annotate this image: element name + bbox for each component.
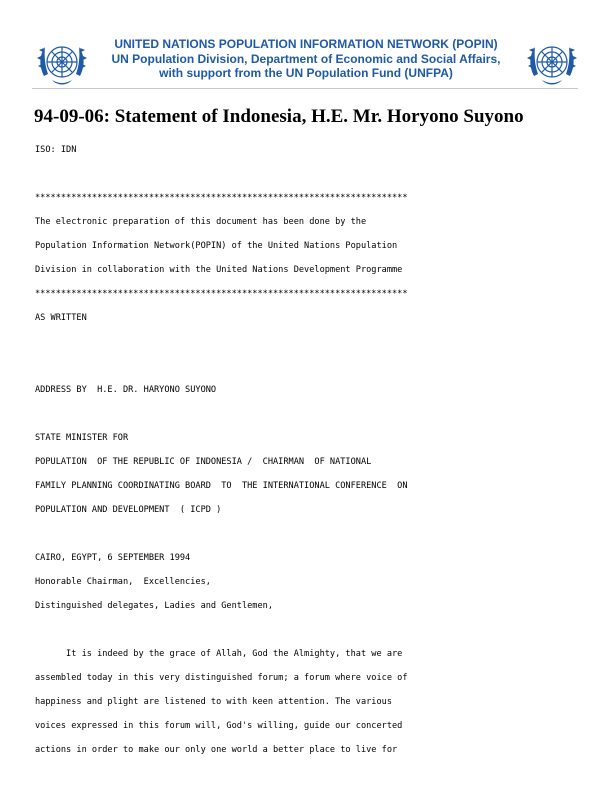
header-line-3: with support from the UN Population Fund (UNFPA) (159, 66, 453, 80)
body-line: It is indeed by the grace of Allah, God the Almighty, that we are (35, 649, 403, 659)
body-line: ************************************************************************ (35, 193, 408, 203)
body-line: POPULATION AND DEVELOPMENT ( ICPD ) (35, 505, 222, 515)
page-header (0, 0, 612, 92)
body-line: voices expressed in this forum will, God's willing, guide our concerted (35, 721, 403, 731)
body-line: Honorable Chairman, Excellencies, (35, 577, 211, 587)
header-line-1: UNITED NATIONS POPULATION INFORMATION NETWORK (POPIN) (114, 37, 498, 51)
body-line: ************************************************************************ (35, 289, 408, 299)
body-line: happiness and plight are listened to with keen attention. The various (35, 697, 392, 707)
body-line: STATE MINISTER FOR (35, 433, 129, 443)
un-emblem-icon (36, 36, 88, 88)
body-line: POPULATION OF THE REPUBLIC OF INDONESIA / CHAIRMAN OF NATIONAL (35, 457, 372, 467)
page-title: 94-09-06: Statement of Indonesia, H.E. Mr. Horyono Suyono (34, 106, 524, 127)
body-line: CAIRO, EGYPT, 6 SEPTEMBER 1994 (35, 553, 191, 563)
body-line: Division in collaboration with the United Nations Development Programme (35, 265, 403, 275)
body-line: assembled today in this very distinguished forum; a forum where voice of (35, 673, 408, 683)
body-line: FAMILY PLANNING COORDINATING BOARD TO THE INTERNATIONAL CONFERENCE ON (35, 481, 408, 491)
body-line: Population Information Network(POPIN) of the United Nations Population (35, 241, 398, 251)
body-line: actions in order to make our only one world a better place to live for (35, 745, 398, 755)
header-text-block (92, 37, 520, 81)
body-line: ISO: IDN (35, 145, 77, 155)
header-line-2: UN Population Division, Department of Economic and Social Affairs, (111, 51, 501, 66)
body-line: The electronic preparation of this document has been done by the (35, 217, 367, 227)
body-line: AS WRITTEN (35, 313, 87, 323)
un-emblem-icon (526, 36, 578, 88)
body-line: Distinguished delegates, Ladies and Gentlemen, (35, 601, 273, 611)
header-divider (32, 88, 578, 89)
body-line: ADDRESS BY H.E. DR. HARYONO SUYONO (35, 385, 217, 395)
